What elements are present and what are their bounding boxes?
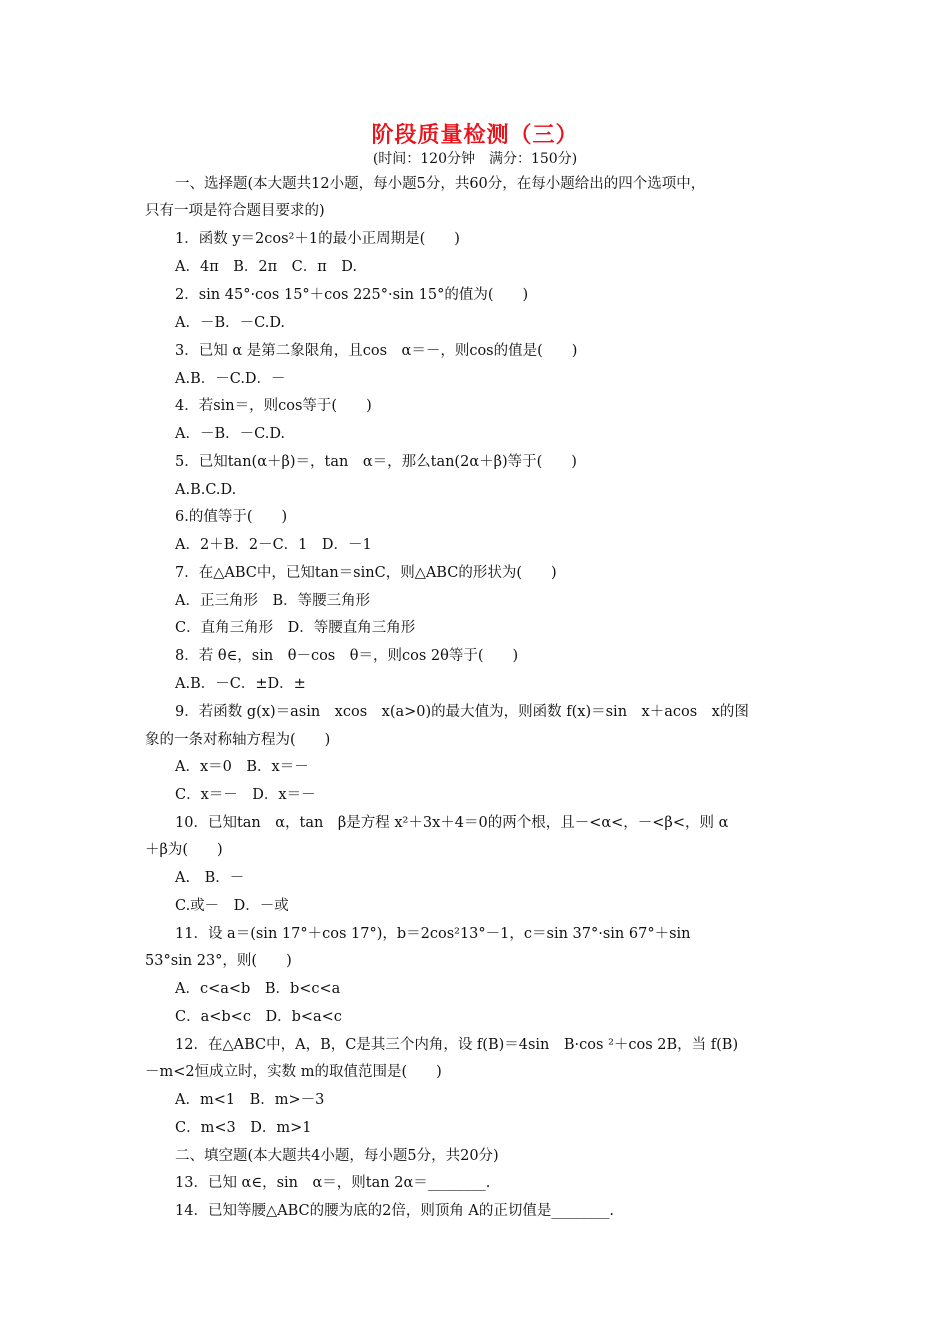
text-line: A．正三角形 B．等腰三角形: [175, 593, 371, 609]
text-line: 11．设 a＝(sin 17°＋cos 17°)，b＝2cos²13°－1，c＝sin 37°·sin 67°＋sin: [175, 926, 691, 942]
text-line: 7．在△ABC中，已知tan＝sinC，则△ABC的形状为( ): [175, 565, 557, 581]
text-line: 二、填空题(本大题共4小题，每小题5分，共20分): [175, 1148, 499, 1164]
text-line: 53°sin 23°，则( ): [145, 953, 292, 969]
text-line: A.B．－C．±D．±: [175, 676, 306, 692]
text-line: C．直角三角形 D．等腰直角三角形: [175, 620, 416, 636]
text-line: A. B．－: [175, 870, 245, 886]
text-line: A．m<1 B．m>－3: [175, 1092, 325, 1108]
text-line: 3．已知 α 是第二象限角，且cos α＝－，则cos的值是( ): [175, 343, 578, 359]
text-line: 9．若函数 g(x)＝asin xcos x(a>0)的最大值为，则函数 f(x)＝sin x＋acos x的图: [175, 704, 749, 720]
text-line: 12．在△ABC中，A，B，C是其三个内角，设 f(B)＝4sin B·cos ²＋cos 2B，当 f(B): [175, 1037, 739, 1053]
text-line: C．a<b<c D．b<a<c: [175, 1009, 342, 1025]
page-subtitle: (时间：120分钟 满分：150分): [372, 151, 578, 167]
text-line: 一、选择题(本大题共12小题，每小题5分，共60分，在每小题给出的四个选项中，: [175, 176, 706, 192]
text-line: A．－B．－C.D.: [175, 426, 286, 442]
text-line: A.B．－C.D．－: [175, 371, 286, 387]
text-line: 10．已知tan α，tan β是方程 x²＋3x＋4＝0的两个根，且－<α<，－<β<，则 α: [175, 815, 729, 831]
text-line: 13．已知 α∈，sin α＝，则tan 2α＝________.: [175, 1175, 491, 1191]
text-line: A．－B．－C.D.: [175, 315, 286, 331]
text-line: A．x＝0 B．x＝－: [175, 759, 309, 775]
text-line: A．c<a<b B．b<c<a: [175, 981, 341, 997]
text-line: 8．若 θ∈，sin θ－cos θ＝，则cos 2θ等于( ): [175, 648, 519, 664]
text-line: A．2＋B．2－C．1 D．－1: [175, 537, 372, 553]
text-line: 5．已知tan(α＋β)＝，tan α＝，那么tan(2α＋β)等于( ): [175, 454, 577, 470]
text-line: ＋β为( ): [145, 842, 223, 858]
text-line: 6.的值等于( ): [175, 509, 288, 525]
text-line: A.B.C.D.: [175, 482, 237, 498]
text-line: 象的一条对称轴方程为( ): [145, 732, 331, 748]
text-line: C．x＝－ D．x＝－: [175, 787, 316, 803]
text-line: A．4π B．2π C．π D.: [175, 259, 357, 275]
text-line: C．m<3 D．m>1: [175, 1120, 312, 1136]
text-line: 14．已知等腰△ABC的腰为底的2倍，则顶角 A的正切值是________.: [175, 1203, 615, 1219]
text-line: 4．若sin＝，则cos等于( ): [175, 398, 372, 414]
page-title: 阶段质量检测（三）: [371, 122, 579, 148]
text-line: 1．函数 y＝2cos²＋1的最小正周期是( ): [175, 231, 460, 247]
text-line: C.或－ D．－或: [175, 898, 289, 914]
text-line: 只有一项是符合题目要求的): [145, 203, 325, 219]
text-line: －m<2恒成立时，实数 m的取值范围是( ): [145, 1064, 442, 1080]
text-line: 2．sin 45°·cos 15°＋cos 225°·sin 15°的值为( ): [175, 287, 529, 303]
